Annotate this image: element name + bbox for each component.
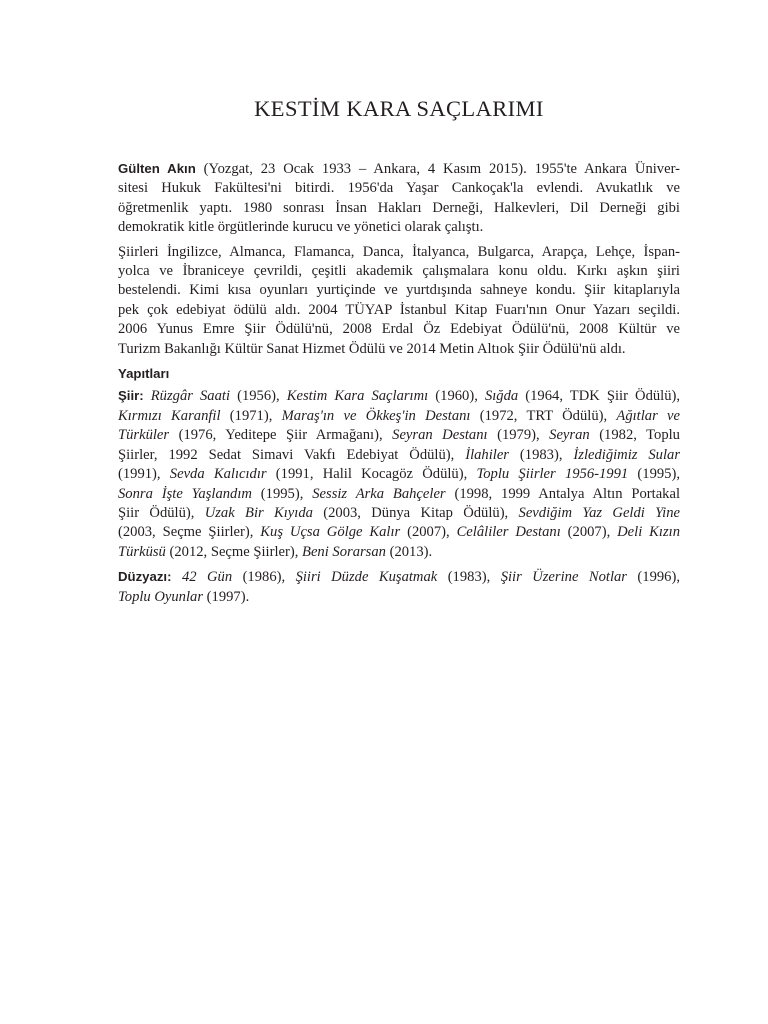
poetry-paragraph	[118, 386, 680, 562]
text-run: (1998, 1999 Antalya Altın Portakal	[445, 485, 680, 502]
book-title: Celâliler Destanı	[456, 524, 561, 541]
text-run: (1960),	[428, 388, 485, 405]
book-title: Türküsü	[118, 543, 166, 560]
prose-paragraph	[118, 567, 680, 607]
bio-paragraph	[118, 159, 680, 238]
text-line: yolca ve İbraniceye çevrildi, çeşitli akademik çalışmalara konu oldu. Kırkı aşkın şiiri	[118, 263, 680, 280]
text-line	[118, 523, 680, 542]
book-title: Rüzgâr Saati	[150, 388, 230, 405]
text-run: (1996),	[626, 569, 680, 586]
text-run: (1995),	[251, 485, 313, 502]
text-line: sitesi Hukuk Fakültesi'ni bitirdi. 1956'da Yaşar Cankoçak'la evlendi. Avukatlık ve	[118, 180, 680, 197]
book-title: İzlediğimiz Sular	[573, 446, 681, 463]
prose-label: Düzyazı:	[118, 569, 172, 585]
text-run: (1964, TDK Şiir Ödülü),	[518, 388, 681, 405]
text-line: Şiirleri İngilizce, Almanca, Flamanca, Danca, İtalyanca, Bulgarca, Arapça, Lehçe, İspan-	[118, 243, 680, 260]
text-line	[118, 386, 680, 406]
book-title: Kırmızı Karanfil	[118, 407, 221, 424]
text-run: (1982, Toplu	[589, 427, 680, 444]
text-run: (1991),	[118, 466, 170, 483]
text-line	[118, 588, 680, 607]
text-run: (2007),	[400, 524, 457, 541]
book-title: Sessiz Arka Bahçeler	[312, 485, 446, 502]
book-title: Kestim Kara Saçlarımı	[286, 388, 429, 405]
text-run: (2003, Dünya Kitap Ödülü),	[312, 504, 519, 521]
book-title: Toplu Oyunlar	[118, 588, 204, 605]
text-line: öğretmenlik yaptı. 1980 sonrası İnsan Hakları Derneği, Halkevleri, Dil Derneği gibi	[118, 199, 680, 216]
text-line	[118, 543, 680, 562]
book-title: Sığda	[484, 388, 519, 405]
book-title: Toplu Şiirler 1956-1991	[476, 466, 629, 483]
text-run: (1983),	[437, 569, 501, 586]
book-title: Türküler	[118, 427, 170, 444]
text-line	[118, 567, 680, 587]
text-line	[118, 446, 680, 465]
book-title: 42 Gün	[181, 569, 233, 586]
text-run: (2013).	[385, 543, 433, 560]
text-line	[118, 465, 680, 484]
book-title: İlahiler	[465, 446, 509, 463]
text-run: (2012, Seçme Şiirler),	[165, 543, 303, 560]
text-run: Şiir Ödülü),	[118, 504, 205, 521]
book-title: Ağıtlar ve	[616, 407, 680, 424]
book-title: Sevdiğim Yaz Geldi Yine	[518, 504, 681, 521]
page-title: KESTİM KARA SAÇLARIMI	[254, 96, 544, 121]
text-line	[118, 407, 680, 426]
works-heading: Yapıtları	[118, 366, 170, 382]
book-title: Deli Kızın	[617, 524, 680, 541]
book-title: Seyran Destanı	[392, 427, 488, 444]
text-run: (1983),	[508, 446, 574, 463]
text-run: (1972, TRT Ödülü),	[470, 407, 617, 424]
text-run: Şiirler, 1992 Sedat Simavi Vakfı Edebiyat Ödülü),	[118, 446, 466, 463]
text-line: 2006 Yunus Emre Şiir Ödülü'nü, 2008 Erdal Öz Edebiyat Ödülü'nü, 2008 Kültür ve	[118, 321, 680, 338]
translations-paragraph	[118, 243, 680, 359]
text-line	[118, 504, 680, 523]
text-line: bestelendi. Kimi kısa oyunları yurtiçinde ve yurtdışında sahneye kondu. Şiir kitaplarıyla	[118, 282, 680, 299]
text-run: (1997).	[203, 588, 250, 605]
poetry-label: Şiir:	[118, 388, 144, 404]
book-title: Şiir Üzerine Notlar	[500, 569, 627, 586]
author-name: Gülten Akın	[118, 161, 196, 176]
page-body	[118, 159, 680, 612]
text-run: (1995),	[628, 466, 680, 483]
text-run: (1979),	[487, 427, 550, 444]
text-line: Gülten Akın (Yozgat, 23 Ocak 1933 – Ankara, 4 Kasım 2015). 1955'te Ankara Üniver-	[118, 161, 681, 177]
text-run: (1991, Halil Kocagöz Ödülü),	[266, 466, 477, 483]
text-line	[118, 485, 680, 504]
book-title: Şiiri Düzde Kuşatmak	[295, 569, 438, 586]
book-title: Beni Sorarsan	[302, 543, 386, 560]
book-title: Sonra İşte Yaşlandım	[118, 485, 252, 502]
book-title: Maraş'ın ve Ökkeş'in Destanı	[281, 407, 471, 424]
text-run: (1976, Yeditepe Şiir Armağanı),	[169, 427, 393, 444]
text-run: (1986),	[232, 569, 296, 586]
text-run: (1956),	[230, 388, 287, 405]
text-line: Turizm Bakanlığı Kültür Sanat Hizmet Ödülü ve 2014 Metin Altıok Şiir Ödülü'nü aldı.	[118, 340, 626, 357]
text-line	[118, 426, 680, 445]
text-run: (2007),	[560, 524, 618, 541]
text-line: pek çok edebiyat ödülü aldı. 2004 TÜYAP İstanbul Kitap Fuarı'nın Onur Yazarı seçildi.	[118, 301, 680, 318]
book-title: Uzak Bir Kıyıda	[204, 504, 313, 521]
book-title: Kuş Uçsa Gölge Kalır	[260, 524, 401, 541]
text-run: (1971),	[220, 407, 282, 424]
book-title: Sevda Kalıcıdır	[169, 466, 267, 483]
text-run: (2003, Seçme Şiirler),	[118, 524, 261, 541]
text-run	[172, 569, 182, 585]
text-run	[144, 388, 151, 404]
book-title: Seyran	[549, 427, 590, 444]
text-line: demokratik kitle örgütlerinde kurucu ve yönetici olarak çalıştı.	[118, 219, 484, 236]
